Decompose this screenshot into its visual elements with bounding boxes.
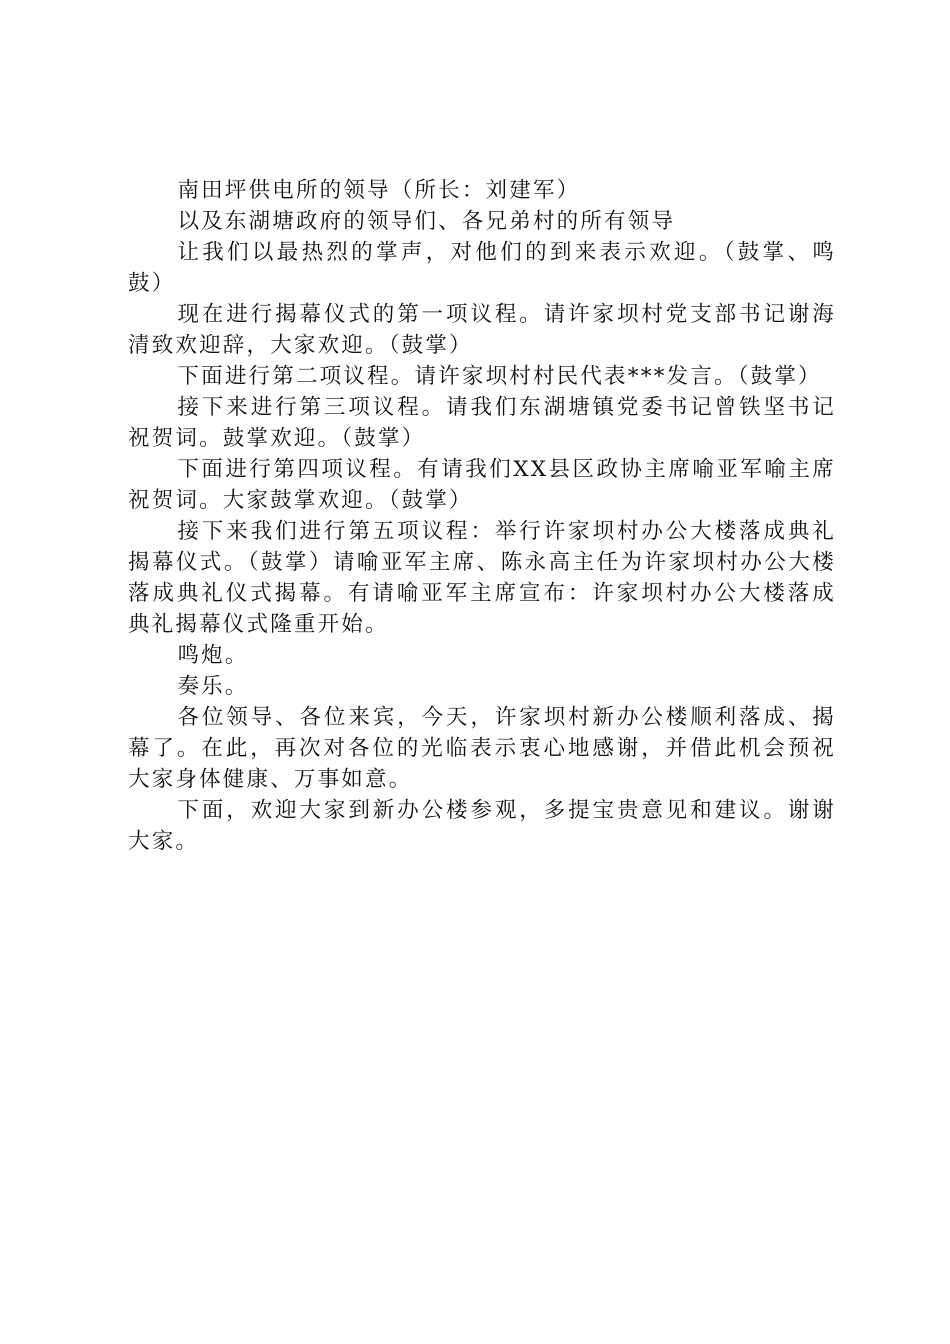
paragraph-firecrackers: 鸣炮。	[177, 643, 249, 668]
paragraph-thanks: 各位领导、各位来宾，今天，许家坝村新办公楼顺利落成、揭幕了。在此，再次对各位的光临表示衷心地感谢，并借此机会预祝大家身体健康、万事如意。	[128, 705, 836, 792]
paragraph-agenda-item-5: 接下来我们进行第五项议程：举行许家坝村办公大楼落成典礼揭幕仪式。（鼓掌）请喻亚军主席、陈永高主任为许家坝村办公大楼落成典礼仪式揭幕。有请喻亚军主席宣布：许家坝村办公大楼落成典礼揭幕仪式隆重开始。	[128, 519, 836, 637]
paragraph-music: 奏乐。	[177, 674, 249, 699]
paragraph-agenda-item-1: 现在进行揭幕仪式的第一项议程。请许家坝村党支部书记谢海清致欢迎辞，大家欢迎。（鼓掌）	[128, 302, 836, 358]
paragraph-leaders-government: 以及东湖塘政府的领导们、各兄弟村的所有领导	[177, 209, 676, 234]
document-body	[128, 175, 836, 857]
paragraph-welcome-applause: 让我们以最热烈的掌声，对他们的到来表示欢迎。（鼓掌、鸣鼓）	[128, 240, 836, 296]
paragraph-agenda-item-4: 下面进行第四项议程。有请我们XX县区政协主席喻亚军喻主席祝贺词。大家鼓掌欢迎。（鼓掌）	[128, 457, 836, 513]
paragraph-closing: 下面，欢迎大家到新办公楼参观，多提宝贵意见和建议。谢谢大家。	[128, 798, 836, 854]
paragraph-agenda-item-2: 下面进行第二项议程。请许家坝村村民代表***发言。（鼓掌）	[177, 364, 822, 389]
paragraph-leaders-power-station: 南田坪供电所的领导（所长：刘建军）	[177, 178, 581, 203]
paragraph-agenda-item-3: 接下来进行第三项议程。请我们东湖塘镇党委书记曾铁坚书记祝贺词。鼓掌欢迎。（鼓掌）	[128, 395, 836, 451]
